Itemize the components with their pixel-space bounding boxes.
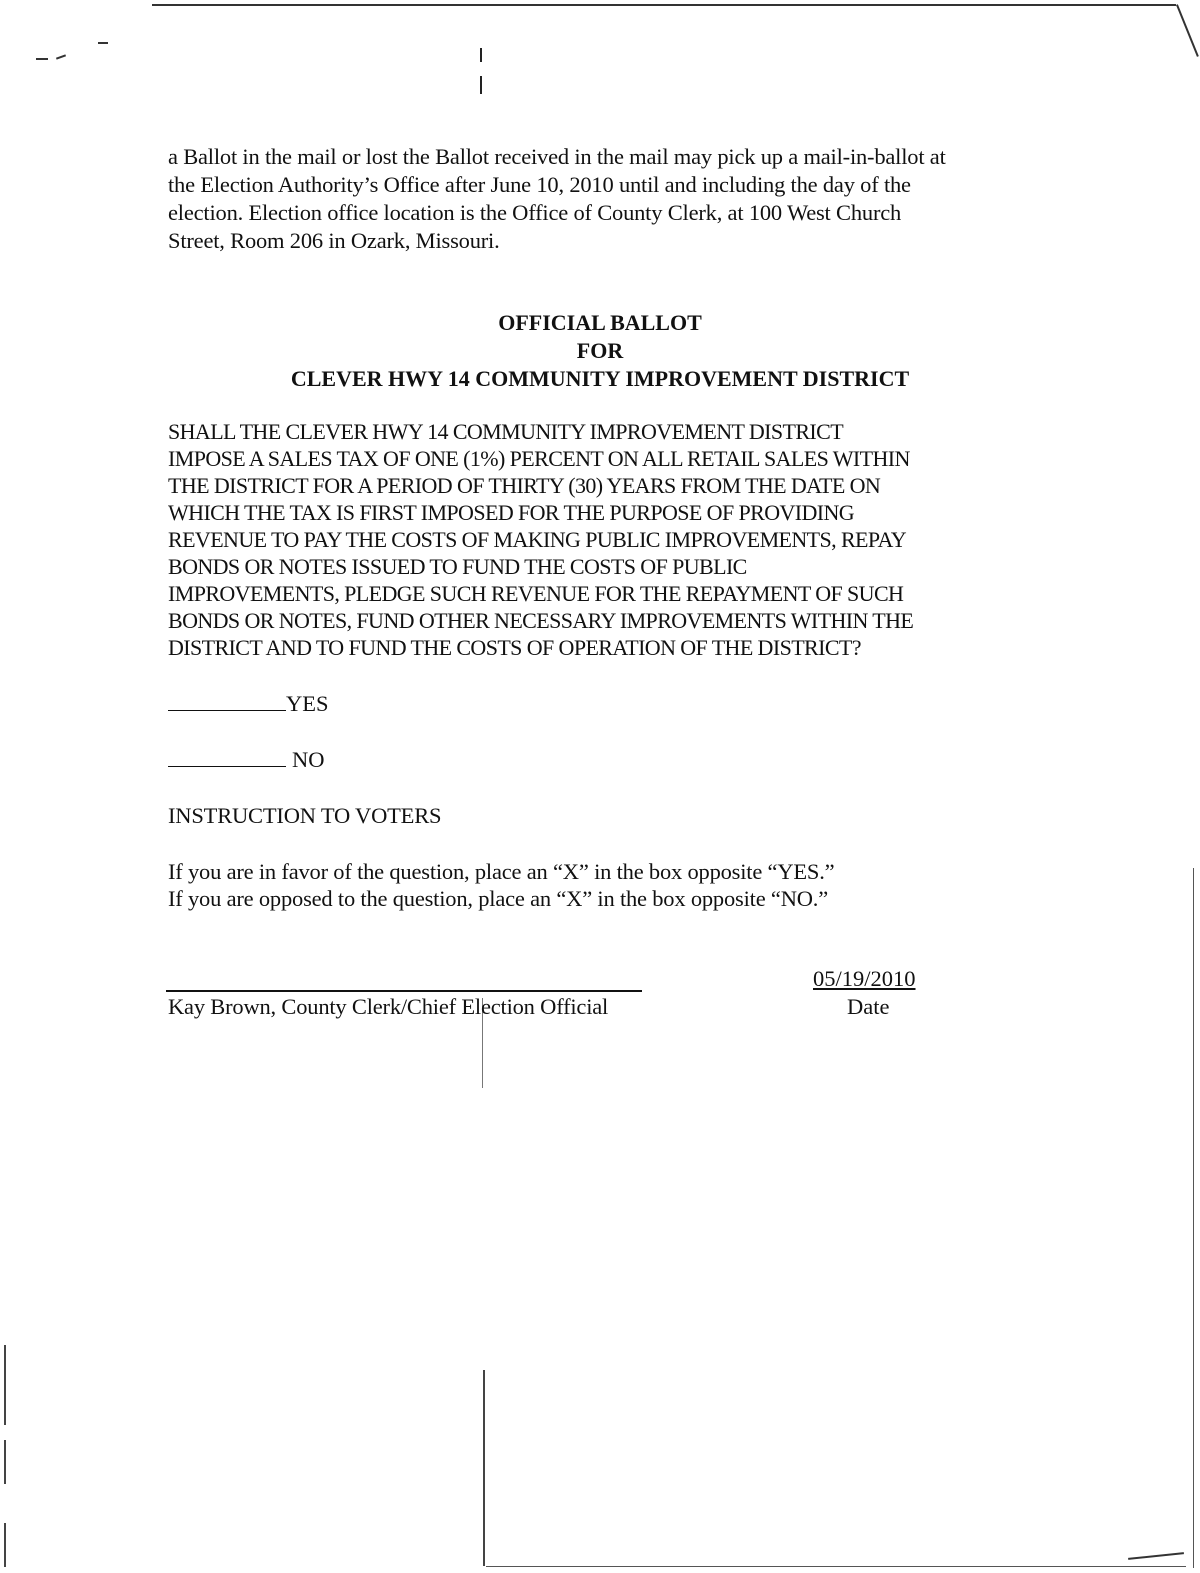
- ballot-title: OFFICIAL BALLOT: [498, 310, 702, 335]
- no-mark-blank[interactable]: [168, 746, 286, 767]
- question-line-3: THE DISTRICT FOR A PERIOD OF THIRTY (30) YEARS FROM THE DATE ON: [168, 473, 881, 498]
- intro-line-3: election. Election office location is the Office of County Clerk, at 100 West Church: [168, 200, 902, 225]
- ballot-district-name: CLEVER HWY 14 COMMUNITY IMPROVEMENT DISTRICT: [290, 366, 910, 391]
- corner-mark-left-2: [56, 54, 66, 59]
- left-edge-mark-2: [4, 1440, 6, 1484]
- instructions-title: INSTRUCTION TO VOTERS: [168, 803, 442, 828]
- question-line-2: IMPOSE A SALES TAX OF ONE (1%) PERCENT ON ALL RETAIL SALES WITHIN: [168, 446, 910, 471]
- left-edge-mark: [4, 1345, 6, 1425]
- corner-mark-left: [36, 58, 48, 60]
- yes-label: YES: [286, 691, 329, 716]
- page-right-edge: [1193, 868, 1194, 1568]
- center-fold-line-lower: [483, 1370, 485, 1566]
- question-line-6: BONDS OR NOTES ISSUED TO FUND THE COSTS OF PUBLIC: [168, 554, 747, 579]
- no-label: NO: [292, 747, 325, 772]
- question-line-7: IMPROVEMENTS, PLEDGE SUCH REVENUE FOR THE REPAYMENT OF SUCH: [168, 581, 904, 606]
- question-line-9: DISTRICT AND TO FUND THE COSTS OF OPERATION OF THE DISTRICT?: [168, 635, 861, 660]
- instructions-line-2: If you are opposed to the question, place an “X” in the box opposite “NO.”: [168, 886, 829, 911]
- intro-line-1: a Ballot in the mail or lost the Ballot received in the mail may pick up a mail-in-ballot at: [168, 144, 946, 169]
- question-line-1: SHALL THE CLEVER HWY 14 COMMUNITY IMPROVEMENT DISTRICT: [168, 419, 844, 444]
- center-fold-mark-top-2: [480, 76, 482, 94]
- intro-line-4: Street, Room 206 in Ozark, Missouri.: [168, 228, 500, 253]
- corner-mark-left-3: [98, 42, 108, 44]
- yes-mark-blank[interactable]: [168, 690, 286, 711]
- ballot-title-for: FOR: [576, 338, 624, 363]
- corner-mark-bottom-right: [1128, 1552, 1184, 1559]
- left-edge-mark-3: [4, 1523, 6, 1567]
- page-corner-fold: [1176, 4, 1198, 56]
- option-yes[interactable]: [168, 690, 329, 717]
- question-line-4: WHICH THE TAX IS FIRST IMPOSED FOR THE PURPOSE OF PROVIDING: [168, 500, 855, 525]
- center-fold-mark-top: [480, 48, 482, 62]
- date-label: Date: [847, 994, 890, 1019]
- option-no[interactable]: [168, 746, 325, 773]
- intro-line-2: the Election Authority’s Office after June 10, 2010 until and including the day of the: [168, 172, 911, 197]
- signature-line: [166, 990, 642, 992]
- question-line-8: BONDS OR NOTES, FUND OTHER NECESSARY IMPROVEMENTS WITHIN THE: [168, 608, 914, 633]
- signature-name-title: Kay Brown, County Clerk/Chief Election Official: [168, 994, 609, 1019]
- signature-date: 05/19/2010: [813, 966, 916, 991]
- instructions-line-1: If you are in favor of the question, place an “X” in the box opposite “YES.”: [168, 859, 835, 884]
- page-bottom-edge: [486, 1566, 1186, 1567]
- page-top-edge: [152, 4, 1176, 6]
- question-line-5: REVENUE TO PAY THE COSTS OF MAKING PUBLIC IMPROVEMENTS, REPAY: [168, 527, 907, 552]
